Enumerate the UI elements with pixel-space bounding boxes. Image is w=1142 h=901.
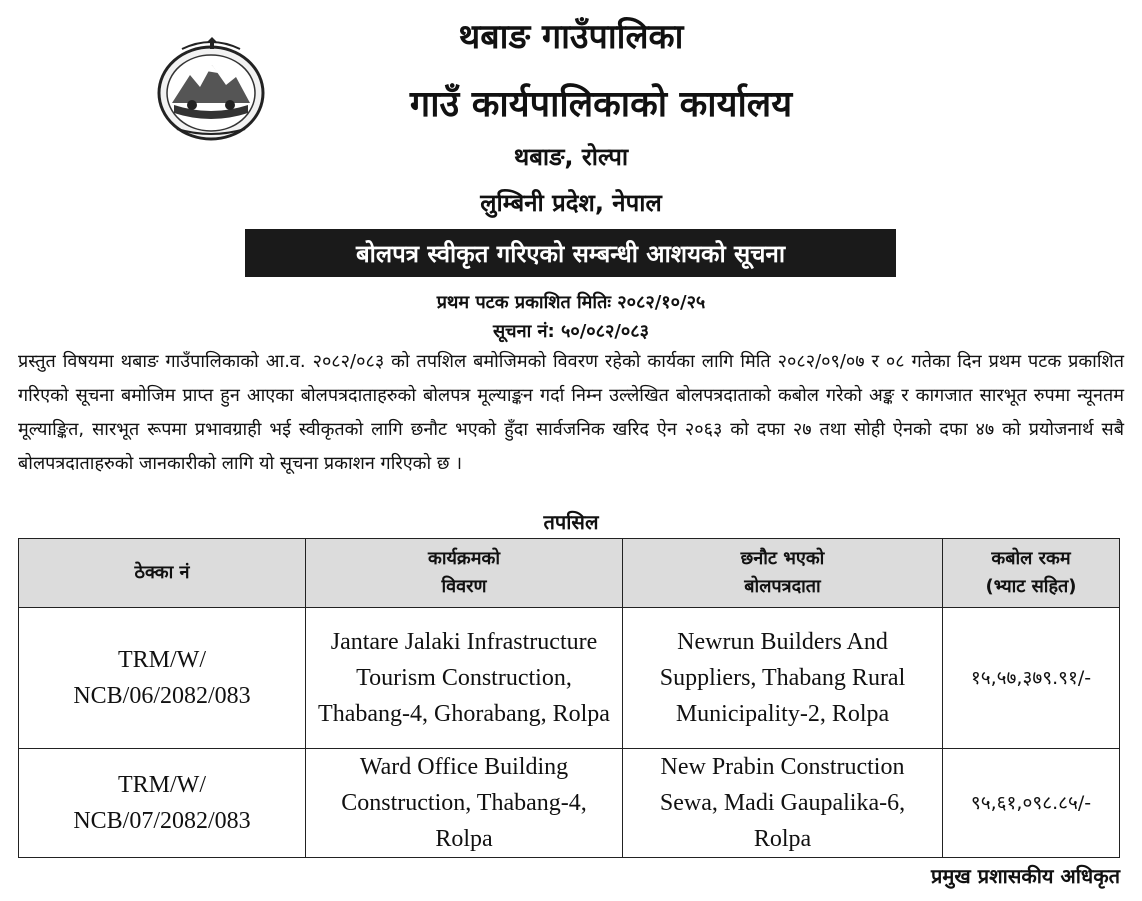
amount-cell: १५,५७,३७९.९१/- <box>943 608 1120 749</box>
table-row <box>19 608 1120 749</box>
notice-body: प्रस्तुत विषयमा थबाङ गाउँपालिकाको आ.व. २०८२/०८३ को तपशिल बमोजिमको विवरण रहेको कार्यका लागि मिति २०८२/०९/०७ र ०८ गतेका दिन प्रथम पटक प्रकाशित गरिएको सूचना बमोजिम प्राप्त हुन आएका बोलपत्रदाताहरुको बोलपत्र मूल्याङ्कन गर्दा निम्न उल्लेखित बोलपत्रदाताको कबोल गरेको अङ्क र कागजात सारभूत रुपमा न्यूनतम मूल्याङ्कित, सारभूत रूपमा प्रभावग्राही भई स्वीकृतको लागि छनौट भएको हुँदा सार्वजनिक खरिद ऐन २०६३ को दफा २७ तथा सोही ऐनको दफा ४७ को प्रयोजनार्थ सबै बोलपत्रदाताहरुको जानकारीको लागि यो सूचना प्रकाशन गरिएको छ । <box>18 351 1124 474</box>
notice-number: सूचना नं: ५०/०८२/०८३ <box>493 321 649 342</box>
contract-no-cell: TRM/W/ NCB/07/2082/083 <box>19 749 306 858</box>
table-row <box>19 749 1120 858</box>
notice-title: बोलपत्र स्वीकृत गरिएको सम्बन्धी आशयको सूचना <box>355 239 786 268</box>
contract-no-cell: TRM/W/ NCB/06/2082/083 <box>19 608 306 749</box>
municipality-name: थबाङ गाउँपालिका <box>458 17 684 57</box>
contracts-table <box>18 538 1120 858</box>
signatory-title: प्रमुख प्रशासकीय अधिकृत <box>931 864 1120 888</box>
office-name: गाउँ कार्यपालिकाको कार्यालय <box>409 84 793 125</box>
description-cell: Ward Office Building Construction, Thabang-4, Rolpa <box>306 749 623 858</box>
table-heading: तपसिल <box>543 510 599 534</box>
publication-date: प्रथम पटक प्रकाशित मितिः २०८२/१०/२५ <box>436 292 706 313</box>
notice-title-banner <box>245 229 896 277</box>
header-selected-bidder: छनौट भएको बोलपत्रदाता <box>623 539 943 608</box>
description-cell: Jantare Jalaki Infrastructure Tourism Construction, Thabang-4, Ghorabang, Rolpa <box>306 608 623 749</box>
province: लुम्बिनी प्रदेश, नेपाल <box>480 189 662 217</box>
header-bid-amount: कबोल रकम (भ्याट सहित) <box>943 539 1120 608</box>
header-contract-no: ठेक्का नं <box>19 539 306 608</box>
amount-cell: ९५,६१,०९८.८५/- <box>943 749 1120 858</box>
bidder-cell: New Prabin Construction Sewa, Madi Gaupalika-6, Rolpa <box>623 749 943 858</box>
address: थबाङ, रोल्पा <box>513 143 629 171</box>
bidder-cell: Newrun Builders And Suppliers, Thabang Rural Municipality-2, Rolpa <box>623 608 943 749</box>
table-header-row <box>19 539 1120 608</box>
header-program-description: कार्यक्रमको विवरण <box>306 539 623 608</box>
